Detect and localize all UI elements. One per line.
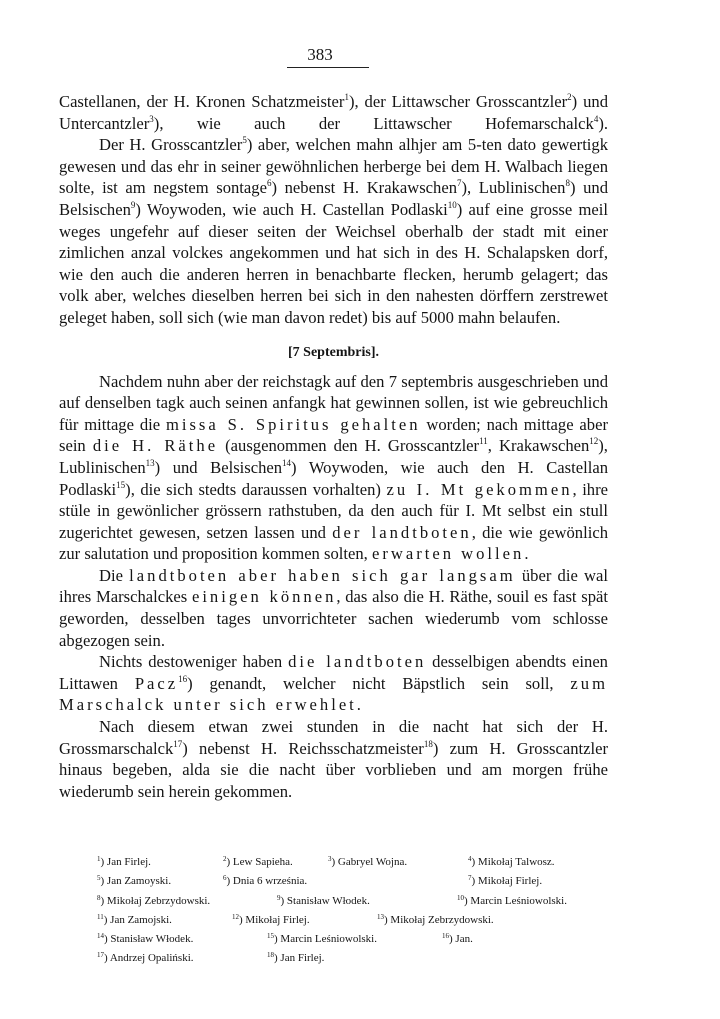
footnote: $^{15}$) Marcin Leśniowolski. bbox=[267, 932, 377, 946]
footnote-ref: 7 bbox=[457, 178, 462, 189]
footnote-row bbox=[97, 911, 617, 930]
footnote-row bbox=[97, 892, 617, 911]
body-text bbox=[59, 91, 608, 802]
footnote-row bbox=[97, 930, 617, 949]
footnote: $^{18}$) Jan Firlej. bbox=[267, 951, 325, 965]
footnote: $^{14}$) Stanisław Włodek. bbox=[97, 932, 194, 946]
footnote-ref: 14 bbox=[282, 457, 292, 468]
footnote-ref: 18 bbox=[423, 738, 433, 749]
footnote-ref: 12 bbox=[589, 436, 599, 447]
paragraph-2: Der H. Grosscantzler$^5$) aber, welchen mahn alhjer am 5-ten dato gewertigk gewesen und das ehr in seiner gewöhnlichen herberge bei dem H. Walbach liegen solte, ist am negstem sontage$^6$) nebenst H. Krakawschen$^7$), Lublinischen$^8$) und Belsischen$^9$) Woywoden, wie auch H. Castellan Podlaski$^{10}$) auf eine grosse meil weges ungefehr auf dieser seiten der Weichsel oberhalb der stadt mit einer zimlichen anzal volckes angekommen und hat sich in des H. Schalapsken dorf, wie den auch die anderen herren in benachbarte flecken, herumb gelagert; das volk aber, welches dieselben herren bei sich in den nahesten dörffern zerstrewet geleget haben, soll sich (wie man davon redet) bis auf 5000 mahn belaufen. bbox=[59, 135, 609, 327]
footnote: $^{10}$) Marcin Leśniowolski. bbox=[457, 893, 567, 907]
page-number: 383 bbox=[307, 45, 333, 64]
footnote: $^9$) Stanisław Włodek. bbox=[277, 893, 370, 907]
footnote-ref: 6 bbox=[266, 178, 272, 189]
footnote-ref: 3 bbox=[149, 113, 154, 124]
footnote-ref: 16 bbox=[178, 673, 188, 684]
footnote: $^2$) Lew Sapieha. bbox=[223, 855, 293, 868]
footnote: $^1$) Jan Firlej. bbox=[97, 855, 151, 868]
footnote: $^{13}$) Mikołaj Zebrzydowski. bbox=[377, 912, 494, 926]
footnote-row bbox=[97, 872, 617, 891]
footnote: $^8$) Mikołaj Zebrzydowski. bbox=[97, 893, 211, 907]
footnote: $^6$) Dnia 6 września. bbox=[223, 874, 308, 888]
footnote: $^5$) Jan Zamoyski. bbox=[97, 874, 172, 888]
page-number-rule bbox=[287, 67, 369, 68]
footnote: $^{11}$) Jan Zamojski. bbox=[97, 912, 172, 926]
paragraph-3: Nachdem nuhn aber der reichstagk auf den 7 septembris ausgeschrieben und auf denselben tagk auch seinen anfangk hat gewinnen sollen, ist wie gebreuchlich für mittage die missa S. Spiritus gehalten worden; nach mittage aber sein die H. Räthe (ausgenommen den H. Grosscantzler$^{11}$, Krakawschen$^{12}$), Lublinischen$^{13}$) und Belsischen$^{14}$) Woywoden, wie auch den H. Castellan Podlaski$^{15}$), die sich stedts daraussen vorhalten) zu I. Mt gekommen, ihre stüle in gewönlicher grössern rathstuben, da den auch für I. Mt selbst ein stull zugerichtet gewesen, setzen lassen und der landtboten, die wie gewönlich zur salutation und proposition kommen solten, erwarten wollen. bbox=[59, 371, 608, 564]
footnote-ref: 11 bbox=[479, 436, 488, 447]
footnote-row bbox=[97, 853, 617, 872]
footnote-ref: 10 bbox=[447, 199, 457, 210]
footnote-ref: 15 bbox=[116, 479, 126, 490]
paragraph-4: Die landtboten aber haben sich gar langsam über die wal ihres Marschalckes einigen können, das also die H. Räthe, souil es fast spät geworden, desselben tages unvorrichteter sachen wiederumb vom schlosse abgezogen sein. bbox=[59, 565, 608, 650]
footnote: $^{16}$) Jan. bbox=[442, 932, 473, 946]
paragraph-6: Nach diesem etwan zwei stunden in die nacht hat sich der H. Grossmarschalck$^{17}$) nebenst H. Reichsschatzmeister$^{18}$) zum H. Grosscantzler hinaus begeben, alda sie die nacht über vorblieben und am morgen frühe wiederumb sein herein gekommen. bbox=[59, 717, 608, 801]
footnote-ref: 5 bbox=[242, 135, 247, 146]
footnote-ref: 4 bbox=[593, 113, 599, 124]
footnote-ref: 17 bbox=[173, 738, 183, 749]
footnote-ref: 1 bbox=[344, 92, 349, 102]
footnote: $^{12}$) Mikołaj Firlej. bbox=[232, 912, 310, 926]
footnote: $^4$) Mikołaj Talwosz. bbox=[468, 855, 555, 868]
footnote: $^7$) Mikołaj Firlej. bbox=[468, 874, 543, 888]
footnote-ref: 13 bbox=[145, 457, 155, 468]
paragraph-5: Nichts destoweniger haben die landtboten desselbigen abendts einen Littawen Pacz$^{16}$) genandt, welcher nicht Bäpstlich sein soll, zum Marschalck unter sich erwehlet. bbox=[59, 652, 608, 715]
paragraph-1: Castellanen, der H. Kronen Schatzmeister$^1$), der Littawscher Grosscantzler$^2$) und Untercantzler$^3$), wie auch der Littawscher Hofemarschalck$^4$). bbox=[59, 92, 608, 133]
footnote-ref: 2 bbox=[567, 92, 572, 102]
date-heading: [7 Septembris]. bbox=[288, 344, 379, 360]
footnotes bbox=[97, 853, 617, 969]
footnote-ref: 8 bbox=[565, 178, 570, 189]
footnote-ref: 9 bbox=[130, 199, 136, 210]
footnote: $^3$) Gabryel Wojna. bbox=[328, 855, 408, 868]
footnote-row bbox=[97, 949, 617, 968]
footnote: $^{17}$) Andrzej Opaliński. bbox=[97, 951, 194, 965]
